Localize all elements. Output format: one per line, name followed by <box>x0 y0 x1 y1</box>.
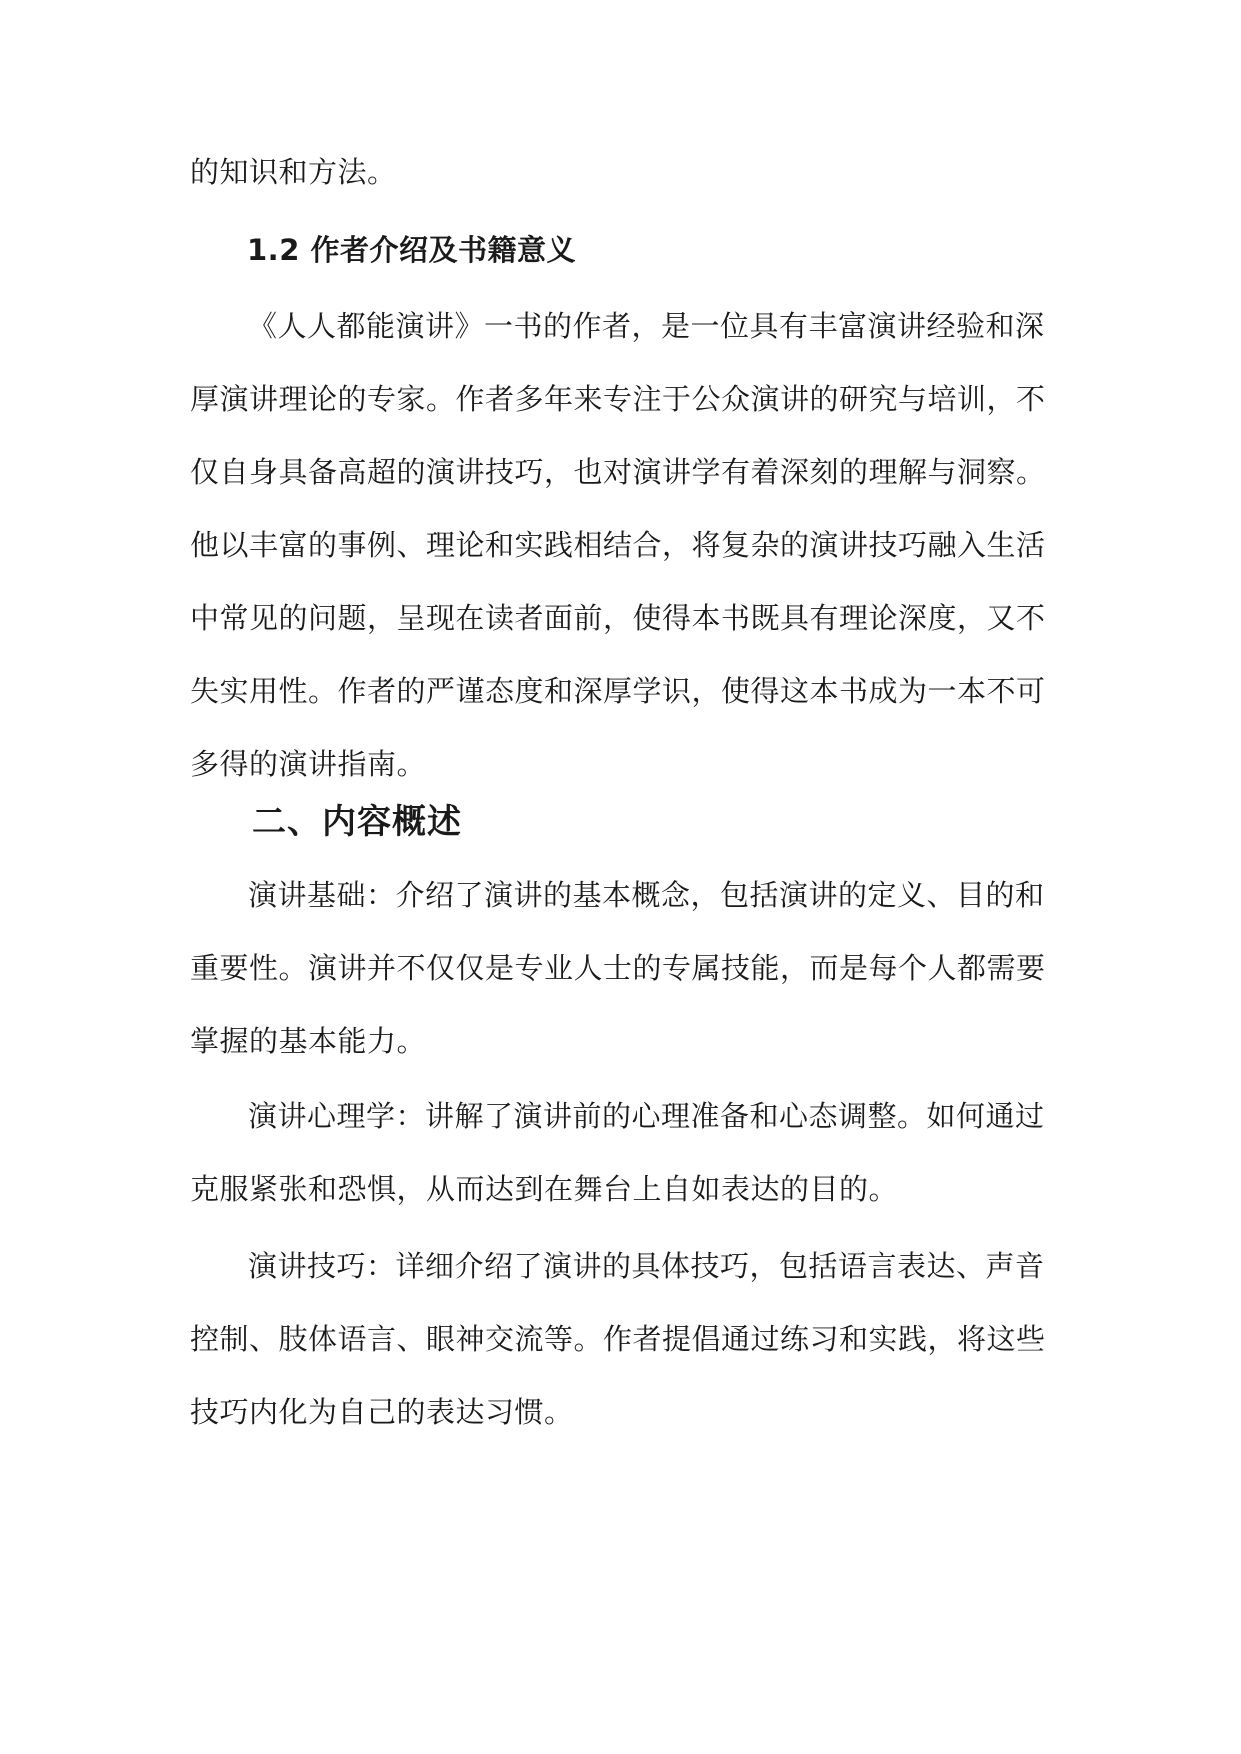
overview-paragraph-psychology: 演讲心理学：讲解了演讲前的心理准备和心态调整。如何通过克服紧张和恐惧，从而达到在舞台上自如表达的目的。 <box>190 1099 1045 1206</box>
section-heading-author-intro: 1.2 作者介绍及书籍意义 <box>247 233 576 267</box>
author-intro-paragraph: 《人人都能演讲》一书的作者，是一位具有丰富演讲经验和深厚演讲理论的专家。作者多年来专注于公众演讲的研究与培训，不仅自身具备高超的演讲技巧，也对演讲学有着深刻的理解与洞察。他以丰富的事例、理论和实践相结合，将复杂的演讲技巧融入生活中常见的问题，呈现在读者面前，使得本书既具有理论深度，又不失实用性。作者的严谨态度和深厚学识，使得这本书成为一本不可多得的演讲指南。 <box>190 309 1046 781</box>
section-heading-content-overview: 二、内容概述 <box>252 802 462 842</box>
overview-paragraph-techniques: 演讲技巧：详细介绍了演讲的具体技巧，包括语言表达、声音控制、肢体语言、眼神交流等。作者提倡通过练习和实践，将这些技巧内化为自己的表达习惯。 <box>190 1249 1046 1429</box>
overview-paragraph-basics: 演讲基础：介绍了演讲的基本概念，包括演讲的定义、目的和重要性。演讲并不仅仅是专业人士的专属技能，而是每个人都需要掌握的基本能力。 <box>190 878 1046 1058</box>
continuation-text: 的知识和方法。 <box>190 155 397 189</box>
